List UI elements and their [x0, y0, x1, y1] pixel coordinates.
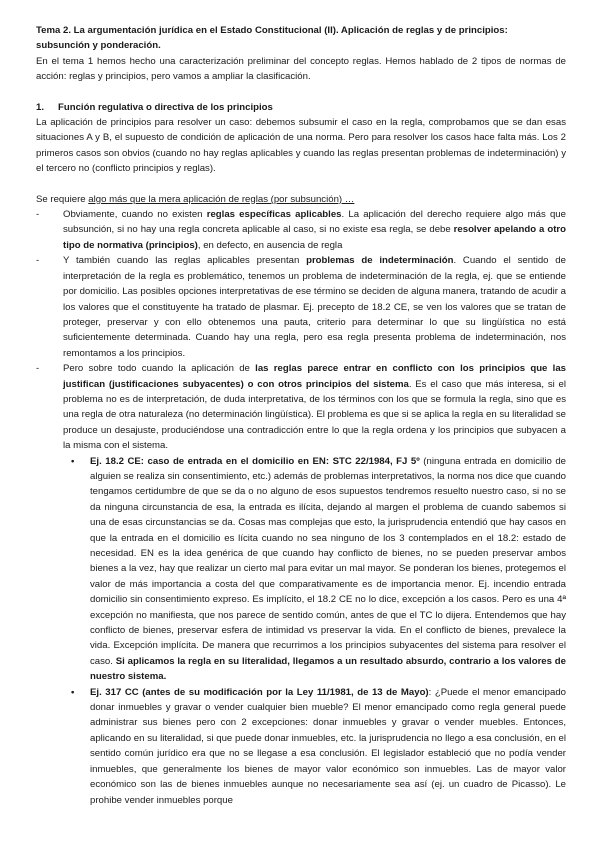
- text-run: . Es el caso que más interesa, si el problema no es de interpretación, de duda interpretativa, de los términos con los que se formula la regla, sino que es una regla de otra naturaleza (no determinación lingüística). El problema es que si se aplica la regla en su literalidad se produce un desajuste, produciéndose una contradicción entre lo que la regla ordena y los principios que subyacen a la misma con el sistema.: [63, 378, 566, 452]
- bold-run: reglas específicas aplicables: [206, 209, 342, 221]
- text-run: : ¿Puede el menor emancipado donar inmuebles y gravar o vender cualquier bien mueble? El menor emancipado como regla general puede administrar sus bienes pero con 2 excepciones: donar inmuebles y gravar o vender muebles. Entonces, aplicando en su literalidad, si que puede donar inmuebles, etc. la jurisprudencia no llego a esa conclusión, en el sentido común jurídico era que no se llegase a esa conclusión. El legislador estableció que no podía vender inmuebles, que generalmente los bienes de mayor valor económico son inmuebles. Las de mayor valor económico son las de bienes inmuebles aunque no necesariamente sea así (ej. un cuadro de Picasso). Le prohibe vender inmuebles porque: [90, 686, 567, 806]
- title-line-2: subsunción y ponderación.: [36, 40, 161, 52]
- bold-run: Ej. 18.2 CE: caso de entrada en el domicilio en EN: STC 22/1984, FJ 5º: [90, 455, 420, 467]
- spacer: [36, 85, 566, 100]
- bold-run: resolver apelando a otro tipo de normativa (principios): [63, 224, 566, 251]
- title-line-1: Tema 2. La argumentación jurídica en el Estado Constitucional (II). Aplicación de reglas y de principios:: [36, 25, 508, 36]
- section-heading: [36, 100, 566, 115]
- spacer: [36, 177, 566, 192]
- requires-underlined: algo más que la mera aplicación de reglas (por subsunción) …: [88, 193, 355, 205]
- text-run: Y también cuando las reglas aplicables presentan: [63, 255, 307, 267]
- text-run: Pero sobre todo cuando la aplicación de: [63, 363, 256, 375]
- dash-item-conflict: [36, 361, 566, 808]
- section-title: Función regulativa o directiva de los principios: [58, 101, 273, 113]
- section-paragraph: La aplicación de principios para resolver un caso: debemos subsumir el caso en la regla, comprobamos que se dan esas situaciones A y B, el supuesto de condición de aplicación de una norma. Pero para resolver los casos hace falta más. Los 2 primeros casos son obvios (cuando no hay reglas aplicables y cuando las reglas presentan problemas de indeterminación) y el tercero no (conflicto principios y reglas).: [36, 117, 566, 175]
- example-item-18-2-ce: [63, 454, 566, 685]
- intro-paragraph: En el tema 1 hemos hecho una caracterización preliminar del concepto reglas. Hemos hablado de 2 tipos de normas de acción: reglas y principios, pero vamos a ampliar la clasificación.: [36, 55, 566, 83]
- document-page: [36, 23, 566, 808]
- text-run: , en defecto, en ausencia de regla: [197, 239, 343, 251]
- text-run: . La aplicación del derecho requiere algo más que subsunción, si no hay una regla concreta aplicable al caso, si no existe esa regla, se debe: [63, 209, 566, 236]
- bold-run: Ej. 317 CC (antes de su modificación por la Ley 11/1981, de 13 de Mayo): [90, 686, 429, 698]
- dash-item-no-rules: [36, 207, 566, 253]
- text-run: . Cuando el sentido de interpretación de la regla es problemático, tenemos un problema de indeterminación de la regla, ej. que se entiende por domicilio. Las posibles opciones interpretativas de ese término se deciden de alguna manera, tratando de acudir a los valores que el constituyente ha tratado de plasmar. Ej. precepto de 18.2 CE, se ven los valores que se tratan de proteger, preservar y con ello obtenemos una pauta, criterio para determinar lo que su lingüística no está suficientemente determinada. Cuando hay una regla, pero esa regla presenta problema de indeterminación, nos remontamos a los principios.: [63, 255, 566, 359]
- example-list: [63, 454, 566, 808]
- document-title: [36, 23, 566, 54]
- dash-list: [36, 207, 566, 808]
- text-run: (ninguna entrada en domicilio de alguien se realiza sin consentimiento, etc.) además de problemas interpretativos, la norma nos dice que cuando tengamos certidumbre de que se da o no alguno de esos supuestos tendremos resuelto nuestro caso, si no se da ninguna circunstancia de esa, la entrada es ilícita, dejando al margen el problema de cuando sabemos si una de esas circunstancias se da. Cosas mas complejas que esto, la jurisprudencia entendió que hay casos en que la entrada en el domicilio es lícita cuando no sea ninguno de los 3 contemplados en el 18.2: estado de necesidad. EN es la idea genérica de que cuando hay conflicto de bienes, no se pueden preservar ambos bienes a la vez, hay que realizar un cierto mal para evitar un mal mayor. Se ponderan los bienes, protegemos el valor de más importancia a costa del que comparativamente es de importancia menor. Ej. incendio entrada domicilio sin consentimiento expreso. Es implícito, el 18.2 CE no lo dice, excepción a los casos. Pero es una 4ª excepción no manifiesta, que nos parece de sentido común, antes de que el TC lo dijera. Entendemos que hay conflicto de bienes, preservar esfera de intimidad vs preservar la vida. En el conflicto de bienes, prevalece la vida. Excepción implícita. De manera que recurrimos a los principios subyacentes del sistema para resolver el caso.: [90, 455, 566, 667]
- requires-line: [36, 192, 566, 207]
- bold-run: problemas de indeterminación: [306, 255, 454, 267]
- requires-prefix: Se requiere: [36, 193, 89, 205]
- section-number: 1.: [36, 101, 45, 113]
- bold-run: las reglas parece entrar en conflicto con los principios que las justifican (justificaciones subyacentes) o con otros principios del sistema: [63, 363, 566, 390]
- dash-item-indeterminacy: [36, 253, 566, 361]
- text-run: Obviamente, cuando no existen: [63, 209, 207, 221]
- bold-run: Si aplicamos la regla en su literalidad, llegamos a un resultado absurdo, contrario a los valores de nuestro sistema.: [90, 655, 566, 683]
- example-item-317-cc: [63, 685, 566, 808]
